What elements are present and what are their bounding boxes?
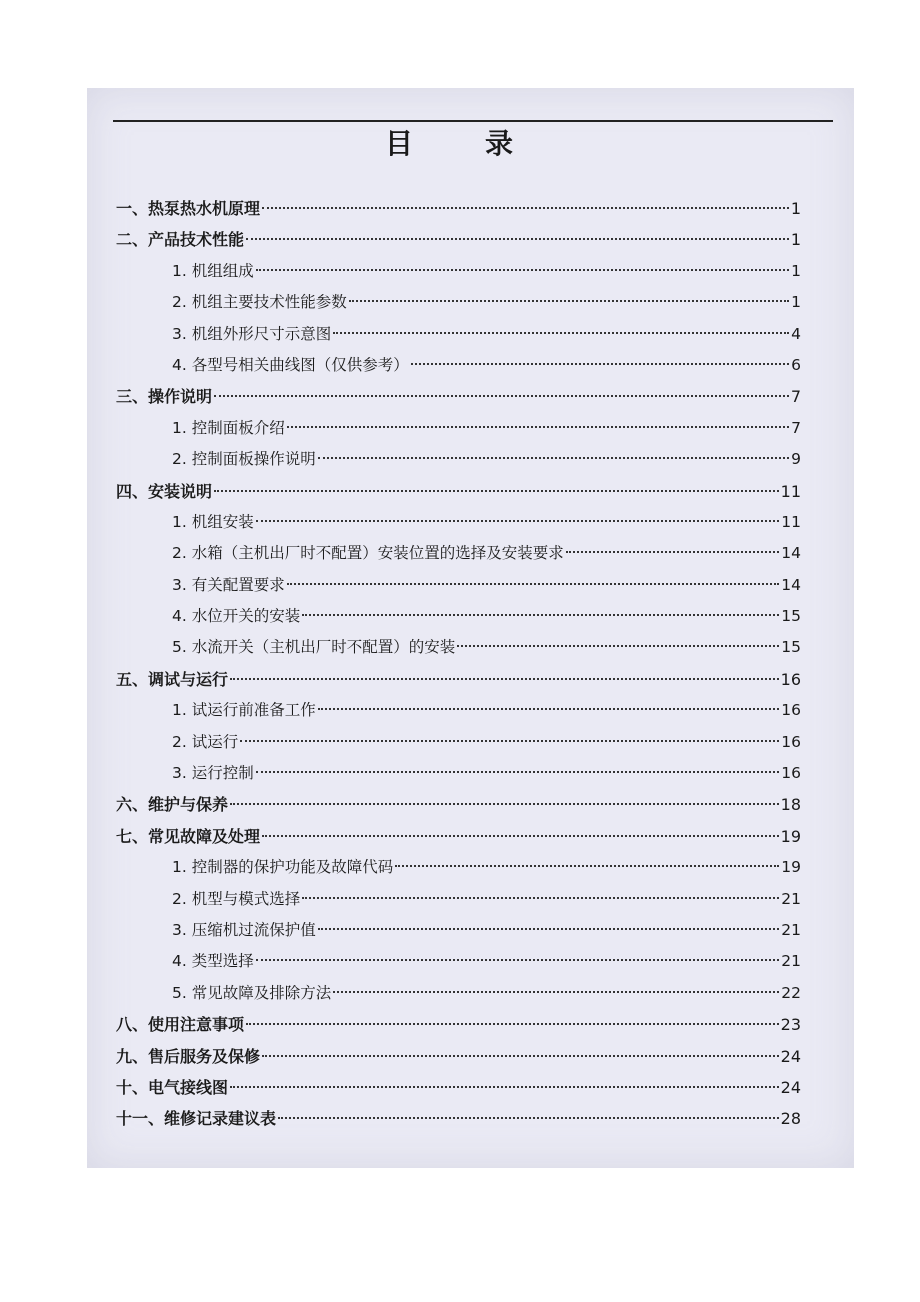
toc-section[interactable]: [116, 727, 801, 758]
toc-entry-title: 4. 类型选择: [172, 952, 254, 971]
toc-page-number: 21: [781, 920, 801, 939]
toc-page-number: 1: [790, 230, 801, 250]
dot-leader: [318, 928, 780, 930]
toc-entry-title: 八、使用注意事项: [116, 1015, 245, 1035]
toc-page-number: 16: [781, 764, 801, 783]
toc-page-number: 16: [781, 732, 801, 751]
toc-page-number: 16: [781, 701, 801, 720]
toc-entry-title: 4. 水位开关的安装: [172, 607, 301, 626]
toc-section[interactable]: [116, 413, 801, 444]
toc-page-number: 15: [781, 638, 801, 657]
toc-entry-title: 一、热泵热水机原理: [116, 199, 261, 218]
dot-leader: [395, 865, 779, 867]
dot-leader: [457, 645, 779, 647]
dot-leader: [256, 269, 789, 271]
toc-section[interactable]: [116, 287, 801, 318]
dot-leader: [333, 991, 779, 993]
toc-entry-title: 3. 机组外形尺寸示意图: [172, 324, 332, 343]
toc-section[interactable]: [116, 852, 801, 883]
toc-page-number: 11: [781, 512, 801, 531]
toc-page-number: 19: [780, 826, 801, 846]
toc-page-number: 28: [780, 1109, 801, 1129]
dot-leader: [246, 1023, 779, 1025]
toc-section[interactable]: [116, 978, 801, 1009]
toc-section[interactable]: [116, 538, 801, 569]
toc-chapter[interactable]: [116, 381, 801, 412]
toc-entry-title: 七、常见故障及处理: [116, 826, 261, 846]
toc-page-number: 4: [791, 324, 801, 343]
toc-page-number: 6: [791, 355, 801, 374]
toc-chapter[interactable]: [116, 1009, 801, 1040]
toc-page-number: 22: [781, 983, 801, 1002]
toc-chapter[interactable]: [116, 789, 801, 820]
toc-page-number: 16: [780, 669, 801, 689]
dot-leader: [230, 803, 779, 805]
toc-entry-title: 九、售后服务及保修: [116, 1046, 261, 1066]
dot-leader: [318, 457, 789, 459]
toc-chapter[interactable]: [116, 224, 801, 255]
dot-leader: [256, 771, 780, 773]
toc-page-number: 24: [780, 1046, 801, 1066]
toc-page-number: 1: [791, 293, 801, 312]
toc-entry-title: 三、操作说明: [116, 387, 213, 407]
toc-entry-title: 2. 试运行: [172, 732, 239, 751]
toc-page-number: 7: [791, 418, 801, 437]
toc-page-number: 21: [781, 889, 801, 908]
dot-leader: [262, 835, 779, 837]
toc-entry-title: 3. 压缩机过流保护值: [172, 920, 316, 939]
toc-chapter[interactable]: [116, 821, 801, 852]
toc-section[interactable]: [116, 570, 801, 601]
dot-leader: [230, 1086, 779, 1088]
toc-entry-title: 五、调试与运行: [116, 669, 229, 689]
toc-chapter[interactable]: [116, 664, 801, 695]
toc-section[interactable]: [116, 946, 801, 977]
dot-leader: [256, 520, 780, 522]
dot-leader: [240, 740, 779, 742]
dot-leader: [256, 959, 780, 961]
toc-page-number: 1: [790, 199, 801, 218]
toc-section[interactable]: [116, 256, 801, 287]
toc-entry-title: 1. 控制器的保护功能及故障代码: [172, 858, 394, 877]
dot-leader: [278, 1117, 779, 1119]
toc-section[interactable]: [116, 758, 801, 789]
dot-leader: [246, 238, 789, 240]
toc-entry-title: 3. 运行控制: [172, 764, 254, 783]
dot-leader: [349, 300, 789, 302]
dot-leader: [566, 551, 780, 553]
toc-entry-title: 2. 机组主要技术性能参数: [172, 293, 347, 312]
toc-page-number: 7: [790, 387, 801, 407]
dot-leader: [287, 583, 780, 585]
toc-section[interactable]: [116, 444, 801, 475]
toc-entry-title: 2. 水箱（主机出厂时不配置）安装位置的选择及安装要求: [172, 544, 564, 563]
toc-chapter[interactable]: [116, 476, 801, 507]
toc-entry-title: 二、产品技术性能: [116, 230, 245, 250]
toc-entry-title: 十一、维修记录建议表: [116, 1109, 277, 1129]
toc-section[interactable]: [116, 884, 801, 915]
toc-section[interactable]: [116, 507, 801, 538]
dot-leader: [302, 897, 779, 899]
toc-section[interactable]: [116, 319, 801, 350]
toc-entry-title: 十、电气接线图: [116, 1077, 229, 1097]
toc-entry-title: 5. 常见故障及排除方法: [172, 983, 332, 1002]
toc-page-number: 18: [780, 795, 801, 815]
toc-page-number: 9: [791, 450, 801, 469]
dot-leader: [333, 332, 789, 334]
toc-entry-title: 3. 有关配置要求: [172, 575, 285, 594]
dot-leader: [214, 490, 779, 492]
toc-section[interactable]: [116, 915, 801, 946]
toc-entry-title: 5. 水流开关（主机出厂时不配置）的安装: [172, 638, 456, 657]
dot-leader: [287, 426, 789, 428]
toc-page-number: 24: [780, 1077, 801, 1097]
toc-entry-title: 六、维护与保养: [116, 795, 229, 815]
toc-chapter[interactable]: [116, 1103, 801, 1134]
toc-page-number: 14: [781, 575, 801, 594]
toc-page-number: 19: [781, 858, 801, 877]
toc-entry-title: 四、安装说明: [116, 481, 213, 501]
toc-page-number: 21: [781, 952, 801, 971]
dot-leader: [262, 1055, 779, 1057]
toc-section[interactable]: [116, 632, 801, 663]
toc-section[interactable]: [116, 601, 801, 632]
toc-section[interactable]: [116, 695, 801, 726]
toc-entry-title: 1. 机组安装: [172, 512, 254, 531]
toc-entry-title: 4. 各型号相关曲线图（仅供参考）: [172, 355, 409, 374]
toc-entry-title: 2. 控制面板操作说明: [172, 450, 316, 469]
table-of-contents: [116, 193, 801, 1135]
toc-page-number: 23: [780, 1015, 801, 1035]
toc-chapter[interactable]: [116, 1041, 801, 1072]
toc-page-number: 1: [791, 261, 801, 280]
toc-page-number: 11: [780, 481, 801, 501]
toc-entry-title: 1. 机组组成: [172, 261, 254, 280]
dot-leader: [411, 363, 789, 365]
toc-chapter[interactable]: [116, 1072, 801, 1103]
toc-section[interactable]: [116, 350, 801, 381]
toc-page-number: 14: [781, 544, 801, 563]
dot-leader: [318, 708, 780, 710]
dot-leader: [230, 678, 779, 680]
dot-leader: [302, 614, 779, 616]
toc-entry-title: 1. 试运行前准备工作: [172, 701, 316, 720]
toc-page-number: 15: [781, 607, 801, 626]
page-title: 目 录: [384, 127, 535, 160]
toc-entry-title: 1. 控制面板介绍: [172, 418, 285, 437]
toc-chapter[interactable]: [116, 193, 801, 224]
toc-entry-title: 2. 机型与模式选择: [172, 889, 301, 908]
dot-leader: [262, 207, 789, 209]
dot-leader: [214, 395, 789, 397]
